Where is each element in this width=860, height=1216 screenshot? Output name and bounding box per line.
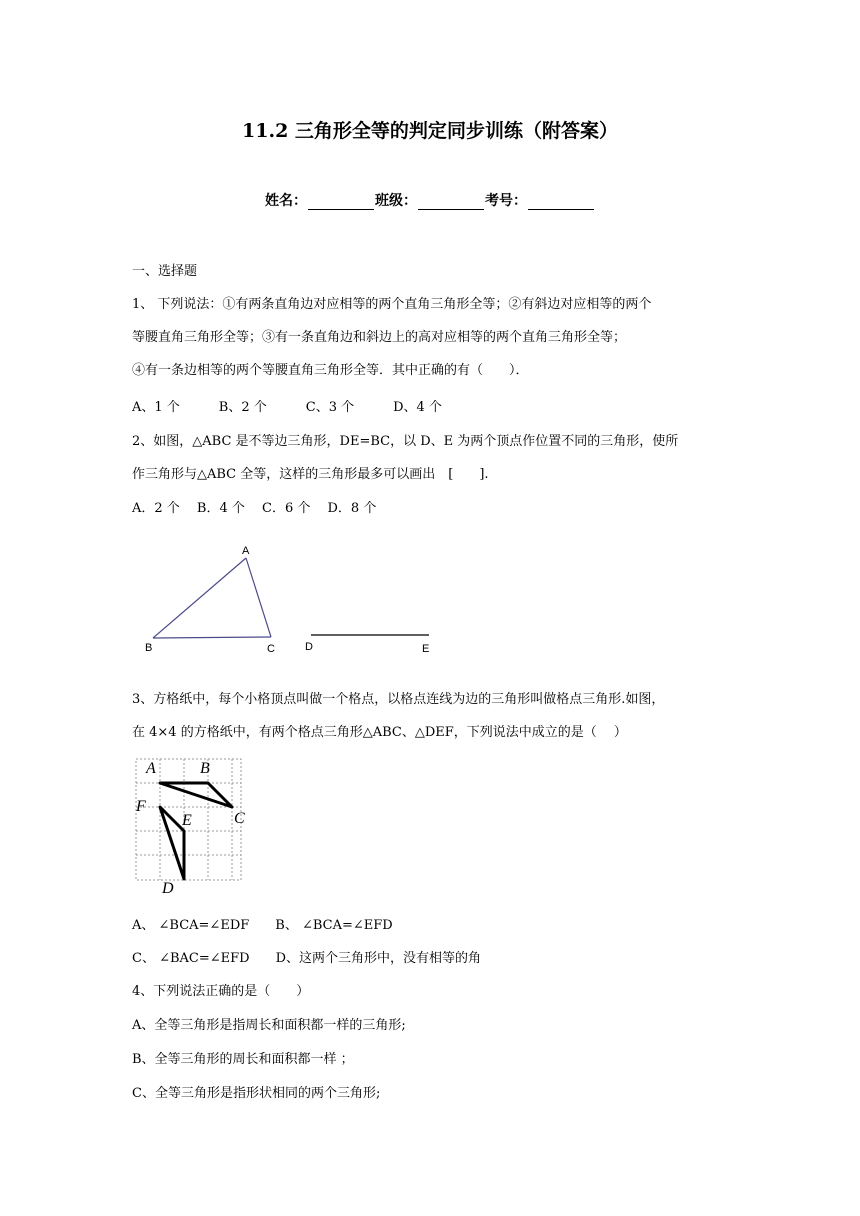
q3-options-row2: C、 ∠BAC=∠EFD D、这两个三角形中，没有相等的角 <box>132 951 482 966</box>
grid-label-b: B <box>200 760 210 777</box>
q4-stem: 4、下列说法正确的是（ ） <box>132 984 310 999</box>
q1-line1: 1、 下列说法：①有两条直角边对应相等的两个直角三角形全等；②有斜边对应相等的两个 <box>132 297 652 312</box>
q2-options: A．2 个 B．4 个 C．6 个 D．8 个 <box>132 501 377 516</box>
triangle-def <box>160 807 184 879</box>
grid-label-c: C <box>234 810 245 827</box>
label-d: D <box>305 641 313 653</box>
exam-no-blank <box>528 195 594 210</box>
side-ac <box>246 558 271 637</box>
q1-options: A、1 个 B、2 个 C、3 个 D、4 个 <box>132 400 442 415</box>
student-info-line <box>0 190 860 210</box>
q3-line1: 3、方格纸中，每个小格顶点叫做一个格点，以格点连线为边的三角形叫做格点三角形.如图， <box>132 692 665 707</box>
grid-label-a: A <box>146 760 156 777</box>
q1-line2: 等腰直角三角形全等；③有一条直角边和斜边上的高对应相等的两个直角三角形全等； <box>132 330 627 345</box>
grid-label-d: D <box>162 880 174 897</box>
label-a: A <box>242 545 250 557</box>
label-e: E <box>422 643 430 655</box>
grid-label-f: F <box>136 798 146 815</box>
page-title: 11.2 三角形全等的判定同步训练（附答案） <box>242 120 618 142</box>
q2-line2: 作三角形与△ABC 全等，这样的三角形最多可以画出 [ ]. <box>132 467 489 482</box>
section-heading: 一、选择题 <box>132 264 198 279</box>
class-blank <box>418 195 484 210</box>
q3-options-row1: A、 ∠BCA=∠EDF B、 ∠BCA=∠EFD <box>132 918 393 933</box>
name-blank <box>308 195 374 210</box>
q4-option-b: B、全等三角形的周长和面积都一样 ； <box>132 1052 354 1067</box>
q3-grid-figure <box>130 755 260 897</box>
q2-triangle-figure <box>140 540 440 660</box>
side-ba <box>153 558 246 638</box>
name-label: 姓名： <box>265 193 307 209</box>
q4-option-c: C、全等三角形是指形状相同的两个三角形; <box>132 1086 381 1101</box>
class-label: 班级： <box>375 193 417 209</box>
q4-option-a: A、全等三角形是指周长和面积都一样的三角形; <box>132 1018 406 1033</box>
exam-no-label: 考号： <box>485 193 527 209</box>
q1-line3: ④有一条边相等的两个等腰直角三角形全等．其中正确的有（ ）． <box>132 363 529 378</box>
q3-line2: 在 4×4 的方格纸中，有两个格点三角形△ABC、△DEF，下列说法中成立的是（ ） <box>132 725 627 740</box>
label-c: C <box>267 643 275 655</box>
q2-line1: 2、如图，△ABC 是不等边三角形，DE=BC，以 D、E 为两个顶点作位置不同的三角形，使所 <box>132 434 679 449</box>
side-bc <box>153 637 271 638</box>
label-b: B <box>145 642 153 654</box>
triangle-abc <box>160 783 232 807</box>
grid-label-e: E <box>182 812 192 829</box>
